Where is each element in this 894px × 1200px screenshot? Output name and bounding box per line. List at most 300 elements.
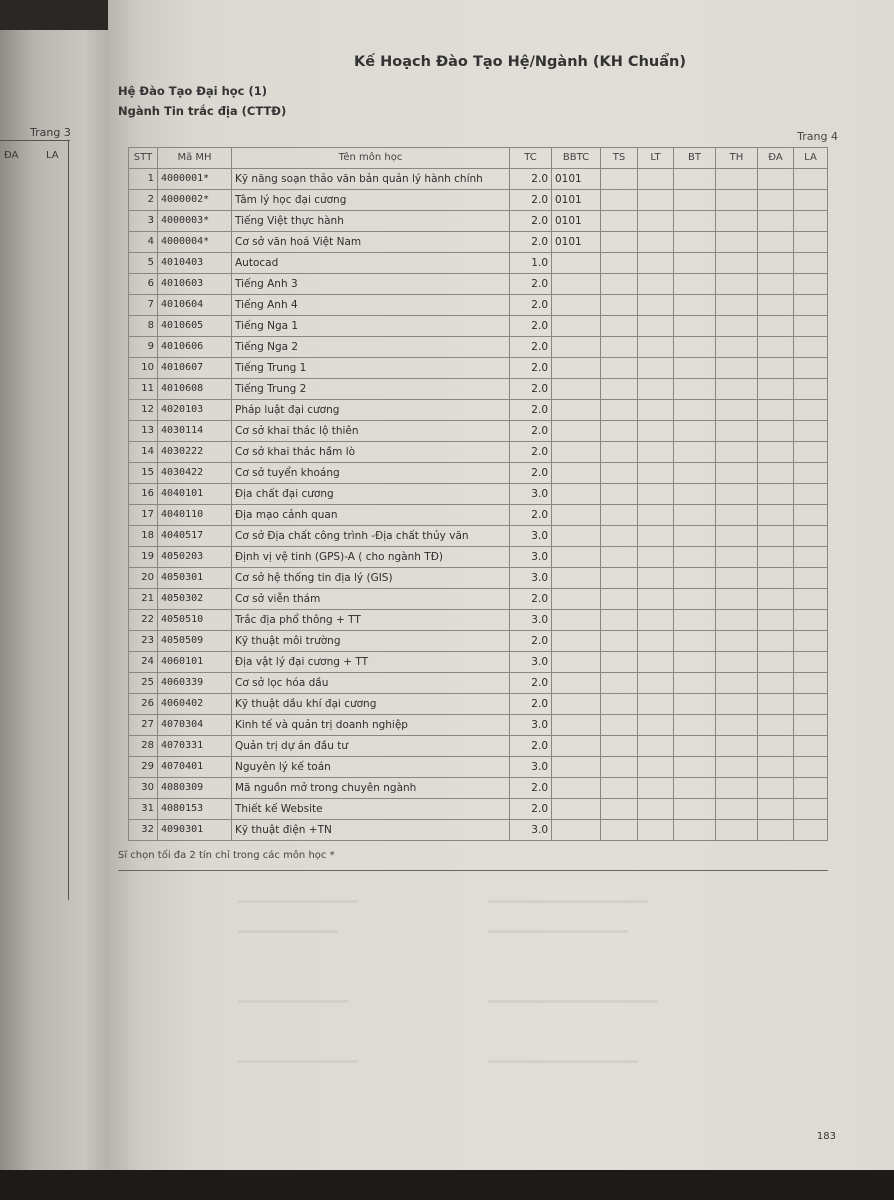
cell-name: Thiết kế Website bbox=[232, 799, 510, 820]
cell-lt bbox=[638, 274, 674, 295]
table-row bbox=[129, 337, 828, 358]
cell-ts bbox=[601, 337, 638, 358]
cell-lt bbox=[638, 820, 674, 841]
cell-stt: 25 bbox=[129, 673, 158, 694]
cell-lt bbox=[638, 652, 674, 673]
cell-stt: 12 bbox=[129, 400, 158, 421]
previous-page-label: Trang 3 bbox=[30, 126, 71, 139]
cell-lt bbox=[638, 463, 674, 484]
cell-la bbox=[794, 799, 828, 820]
cell-tc: 3.0 bbox=[510, 715, 552, 736]
cell-bbtc bbox=[552, 295, 601, 316]
cell-ts bbox=[601, 274, 638, 295]
cell-ts bbox=[601, 505, 638, 526]
cell-bt bbox=[674, 169, 716, 190]
table-row bbox=[129, 694, 828, 715]
cell-stt: 29 bbox=[129, 757, 158, 778]
cell-la bbox=[794, 316, 828, 337]
cell-name: Kỹ thuật môi trường bbox=[232, 631, 510, 652]
cell-bt bbox=[674, 484, 716, 505]
cell-la bbox=[794, 820, 828, 841]
cell-la bbox=[794, 505, 828, 526]
cell-code: 4070304 bbox=[158, 715, 232, 736]
cell-name: Địa mạo cảnh quan bbox=[232, 505, 510, 526]
cell-bbtc bbox=[552, 547, 601, 568]
cell-bbtc: 0101 bbox=[552, 169, 601, 190]
cell-lt bbox=[638, 442, 674, 463]
footnote-rule bbox=[118, 870, 828, 871]
cell-stt: 26 bbox=[129, 694, 158, 715]
cell-la bbox=[794, 715, 828, 736]
cell-name: Tiếng Việt thực hành bbox=[232, 211, 510, 232]
cell-ts bbox=[601, 547, 638, 568]
cell-stt: 13 bbox=[129, 421, 158, 442]
cell-name: Tiếng Trung 2 bbox=[232, 379, 510, 400]
cell-tc: 2.0 bbox=[510, 379, 552, 400]
cell-name: Cơ sở hệ thống tin địa lý (GIS) bbox=[232, 568, 510, 589]
cell-da bbox=[758, 232, 794, 253]
cell-da bbox=[758, 316, 794, 337]
cell-lt bbox=[638, 211, 674, 232]
cell-bt bbox=[674, 757, 716, 778]
cell-name: Cơ sở tuyển khoáng bbox=[232, 463, 510, 484]
cell-la bbox=[794, 421, 828, 442]
cell-stt: 7 bbox=[129, 295, 158, 316]
cell-ts bbox=[601, 694, 638, 715]
cell-bt bbox=[674, 715, 716, 736]
cell-la bbox=[794, 673, 828, 694]
table-row bbox=[129, 274, 828, 295]
cell-ts bbox=[601, 211, 638, 232]
cell-th bbox=[716, 232, 758, 253]
cell-da bbox=[758, 211, 794, 232]
cell-bt bbox=[674, 358, 716, 379]
cell-bbtc bbox=[552, 589, 601, 610]
bleed-through-mark bbox=[488, 900, 648, 903]
cell-bbtc bbox=[552, 274, 601, 295]
cell-code: 4090301 bbox=[158, 820, 232, 841]
cell-tc: 2.0 bbox=[510, 442, 552, 463]
cell-ts bbox=[601, 799, 638, 820]
cell-th bbox=[716, 736, 758, 757]
cell-bt bbox=[674, 610, 716, 631]
cell-bt bbox=[674, 631, 716, 652]
cell-la bbox=[794, 295, 828, 316]
cell-ts bbox=[601, 295, 638, 316]
cell-tc: 3.0 bbox=[510, 484, 552, 505]
bleed-through-mark bbox=[238, 930, 338, 933]
cell-lt bbox=[638, 715, 674, 736]
bleed-through-mark bbox=[238, 1000, 348, 1003]
cell-bt bbox=[674, 379, 716, 400]
cell-lt bbox=[638, 694, 674, 715]
cell-da bbox=[758, 799, 794, 820]
cell-code: 4010606 bbox=[158, 337, 232, 358]
cell-code: 4080153 bbox=[158, 799, 232, 820]
cell-ts bbox=[601, 568, 638, 589]
cell-stt: 24 bbox=[129, 652, 158, 673]
cell-ts bbox=[601, 442, 638, 463]
header-lt: LT bbox=[638, 148, 674, 169]
cell-name: Cơ sở khai thác lộ thiên bbox=[232, 421, 510, 442]
cell-code: 4030114 bbox=[158, 421, 232, 442]
cell-ts bbox=[601, 589, 638, 610]
cell-la bbox=[794, 631, 828, 652]
header-th: TH bbox=[716, 148, 758, 169]
cell-da bbox=[758, 190, 794, 211]
cell-stt: 11 bbox=[129, 379, 158, 400]
cell-bt bbox=[674, 295, 716, 316]
cell-lt bbox=[638, 778, 674, 799]
cell-name: Autocad bbox=[232, 253, 510, 274]
cell-bt bbox=[674, 589, 716, 610]
cell-th bbox=[716, 253, 758, 274]
cell-la bbox=[794, 400, 828, 421]
cell-lt bbox=[638, 610, 674, 631]
cell-la bbox=[794, 274, 828, 295]
table-row bbox=[129, 463, 828, 484]
cell-ts bbox=[601, 652, 638, 673]
course-table-body bbox=[129, 169, 828, 841]
cell-th bbox=[716, 442, 758, 463]
cell-th bbox=[716, 568, 758, 589]
cell-stt: 1 bbox=[129, 169, 158, 190]
cell-tc: 2.0 bbox=[510, 232, 552, 253]
cell-th bbox=[716, 169, 758, 190]
cell-da bbox=[758, 652, 794, 673]
cell-ts bbox=[601, 358, 638, 379]
table-row bbox=[129, 673, 828, 694]
cell-da bbox=[758, 421, 794, 442]
cell-bt bbox=[674, 211, 716, 232]
cell-lt bbox=[638, 421, 674, 442]
cell-la bbox=[794, 190, 828, 211]
table-row bbox=[129, 799, 828, 820]
cell-la bbox=[794, 379, 828, 400]
table-row bbox=[129, 295, 828, 316]
cell-bbtc bbox=[552, 820, 601, 841]
cell-ts bbox=[601, 526, 638, 547]
cell-bt bbox=[674, 421, 716, 442]
cell-lt bbox=[638, 232, 674, 253]
cell-tc: 2.0 bbox=[510, 631, 552, 652]
cell-da bbox=[758, 820, 794, 841]
cell-bbtc bbox=[552, 505, 601, 526]
cell-code: 4000001* bbox=[158, 169, 232, 190]
cell-bbtc bbox=[552, 442, 601, 463]
cell-bt bbox=[674, 253, 716, 274]
cell-la bbox=[794, 169, 828, 190]
cell-la bbox=[794, 694, 828, 715]
cell-ts bbox=[601, 610, 638, 631]
header-da: ĐA bbox=[758, 148, 794, 169]
cell-code: 4070331 bbox=[158, 736, 232, 757]
table-row bbox=[129, 610, 828, 631]
cell-lt bbox=[638, 484, 674, 505]
cell-name: Cơ sở văn hoá Việt Nam bbox=[232, 232, 510, 253]
cell-tc: 3.0 bbox=[510, 610, 552, 631]
cell-bbtc: 0101 bbox=[552, 211, 601, 232]
header-bbtc: BBTC bbox=[552, 148, 601, 169]
cell-bt bbox=[674, 232, 716, 253]
cell-lt bbox=[638, 673, 674, 694]
bleed-through-mark bbox=[238, 1060, 358, 1063]
cell-th bbox=[716, 673, 758, 694]
cell-tc: 2.0 bbox=[510, 799, 552, 820]
cell-bt bbox=[674, 463, 716, 484]
cell-ts bbox=[601, 757, 638, 778]
cell-name: Trắc địa phổ thông + TT bbox=[232, 610, 510, 631]
cell-ts bbox=[601, 232, 638, 253]
cell-bt bbox=[674, 778, 716, 799]
cell-code: 4060339 bbox=[158, 673, 232, 694]
cell-code: 4050509 bbox=[158, 631, 232, 652]
cell-bt bbox=[674, 736, 716, 757]
cell-bbtc bbox=[552, 253, 601, 274]
cell-bt bbox=[674, 190, 716, 211]
cell-bbtc bbox=[552, 610, 601, 631]
cell-stt: 16 bbox=[129, 484, 158, 505]
cell-bt bbox=[674, 505, 716, 526]
cell-stt: 5 bbox=[129, 253, 158, 274]
cell-stt: 32 bbox=[129, 820, 158, 841]
cell-da bbox=[758, 379, 794, 400]
cell-da bbox=[758, 526, 794, 547]
cell-name: Định vị vệ tinh (GPS)-A ( cho ngành TĐ) bbox=[232, 547, 510, 568]
table-row bbox=[129, 715, 828, 736]
header-tc: TC bbox=[510, 148, 552, 169]
cell-lt bbox=[638, 799, 674, 820]
page-label: Trang 4 bbox=[797, 130, 838, 143]
table-row bbox=[129, 421, 828, 442]
cell-tc: 3.0 bbox=[510, 547, 552, 568]
cell-la bbox=[794, 253, 828, 274]
cell-ts bbox=[601, 736, 638, 757]
cell-lt bbox=[638, 358, 674, 379]
cell-th bbox=[716, 547, 758, 568]
cell-name: Địa chất đại cương bbox=[232, 484, 510, 505]
previous-page-edge bbox=[0, 30, 120, 1170]
table-row bbox=[129, 442, 828, 463]
cell-tc: 2.0 bbox=[510, 190, 552, 211]
table-row bbox=[129, 589, 828, 610]
previous-page-col-la: LA bbox=[46, 150, 59, 161]
header-stt: STT bbox=[129, 148, 158, 169]
cell-stt: 4 bbox=[129, 232, 158, 253]
bleed-through-mark bbox=[488, 1060, 638, 1063]
cell-ts bbox=[601, 463, 638, 484]
cell-lt bbox=[638, 631, 674, 652]
cell-tc: 2.0 bbox=[510, 673, 552, 694]
cell-bbtc bbox=[552, 421, 601, 442]
table-row bbox=[129, 736, 828, 757]
cell-name: Cơ sở lọc hóa dầu bbox=[232, 673, 510, 694]
cell-stt: 30 bbox=[129, 778, 158, 799]
table-row bbox=[129, 820, 828, 841]
cell-th bbox=[716, 505, 758, 526]
cell-stt: 31 bbox=[129, 799, 158, 820]
cell-code: 4010608 bbox=[158, 379, 232, 400]
cell-code: 4070401 bbox=[158, 757, 232, 778]
cell-code: 4010605 bbox=[158, 316, 232, 337]
cell-da bbox=[758, 757, 794, 778]
cell-tc: 2.0 bbox=[510, 316, 552, 337]
cell-bbtc bbox=[552, 736, 601, 757]
cell-lt bbox=[638, 547, 674, 568]
cell-bt bbox=[674, 274, 716, 295]
course-table bbox=[128, 147, 828, 841]
cell-name: Địa vật lý đại cương + TT bbox=[232, 652, 510, 673]
cell-th bbox=[716, 715, 758, 736]
cell-la bbox=[794, 610, 828, 631]
cell-tc: 3.0 bbox=[510, 568, 552, 589]
cell-bbtc bbox=[552, 778, 601, 799]
major-line: Ngành Tin trắc địa (CTTĐ) bbox=[118, 104, 287, 118]
cell-lt bbox=[638, 253, 674, 274]
cell-bbtc bbox=[552, 694, 601, 715]
cell-name: Kỹ năng soạn thảo văn bản quản lý hành chính bbox=[232, 169, 510, 190]
cell-code: 4080309 bbox=[158, 778, 232, 799]
table-row bbox=[129, 526, 828, 547]
document-title: Kế Hoạch Đào Tạo Hệ/Ngành (KH Chuẩn) bbox=[354, 54, 686, 70]
cell-tc: 2.0 bbox=[510, 463, 552, 484]
cell-lt bbox=[638, 169, 674, 190]
header-la: LA bbox=[794, 148, 828, 169]
cell-lt bbox=[638, 736, 674, 757]
training-system-line: Hệ Đào Tạo Đại học (1) bbox=[118, 84, 268, 98]
cell-th bbox=[716, 379, 758, 400]
cell-bt bbox=[674, 694, 716, 715]
cell-th bbox=[716, 463, 758, 484]
cell-code: 4030222 bbox=[158, 442, 232, 463]
cell-bt bbox=[674, 799, 716, 820]
table-row bbox=[129, 484, 828, 505]
cell-bbtc bbox=[552, 484, 601, 505]
cell-bbtc bbox=[552, 799, 601, 820]
cell-th bbox=[716, 421, 758, 442]
cell-bt bbox=[674, 547, 716, 568]
cell-th bbox=[716, 190, 758, 211]
cell-bbtc: 0101 bbox=[552, 190, 601, 211]
cell-stt: 9 bbox=[129, 337, 158, 358]
table-row bbox=[129, 379, 828, 400]
cell-name: Kinh tế và quản trị doanh nghiệp bbox=[232, 715, 510, 736]
cell-stt: 23 bbox=[129, 631, 158, 652]
cell-th bbox=[716, 610, 758, 631]
cell-code: 4050302 bbox=[158, 589, 232, 610]
cell-bbtc bbox=[552, 379, 601, 400]
cell-da bbox=[758, 358, 794, 379]
table-header-row bbox=[129, 148, 828, 169]
cell-la bbox=[794, 211, 828, 232]
cell-name: Tâm lý học đại cương bbox=[232, 190, 510, 211]
cell-bbtc: 0101 bbox=[552, 232, 601, 253]
cell-bbtc bbox=[552, 568, 601, 589]
previous-page-rule bbox=[0, 140, 70, 141]
cell-th bbox=[716, 652, 758, 673]
cell-da bbox=[758, 778, 794, 799]
cell-code: 4050510 bbox=[158, 610, 232, 631]
table-row bbox=[129, 169, 828, 190]
cell-tc: 2.0 bbox=[510, 505, 552, 526]
cell-lt bbox=[638, 526, 674, 547]
cell-code: 4060101 bbox=[158, 652, 232, 673]
cell-th bbox=[716, 337, 758, 358]
cell-tc: 3.0 bbox=[510, 820, 552, 841]
cell-tc: 3.0 bbox=[510, 757, 552, 778]
cell-tc: 3.0 bbox=[510, 526, 552, 547]
cell-code: 4020103 bbox=[158, 400, 232, 421]
cell-la bbox=[794, 232, 828, 253]
cell-code: 4000003* bbox=[158, 211, 232, 232]
cell-code: 4060402 bbox=[158, 694, 232, 715]
cell-bbtc bbox=[552, 400, 601, 421]
cell-da bbox=[758, 295, 794, 316]
cell-ts bbox=[601, 484, 638, 505]
cell-stt: 6 bbox=[129, 274, 158, 295]
cell-code: 4040101 bbox=[158, 484, 232, 505]
cell-stt: 15 bbox=[129, 463, 158, 484]
cell-la bbox=[794, 526, 828, 547]
cell-ts bbox=[601, 316, 638, 337]
cell-ts bbox=[601, 400, 638, 421]
cell-tc: 1.0 bbox=[510, 253, 552, 274]
cell-code: 4000004* bbox=[158, 232, 232, 253]
bleed-through-mark bbox=[488, 1000, 658, 1003]
cell-la bbox=[794, 547, 828, 568]
table-row bbox=[129, 547, 828, 568]
table-row bbox=[129, 400, 828, 421]
cell-th bbox=[716, 358, 758, 379]
cell-ts bbox=[601, 820, 638, 841]
cell-bt bbox=[674, 316, 716, 337]
document-page bbox=[108, 0, 894, 1170]
cell-name: Nguyên lý kế toán bbox=[232, 757, 510, 778]
header-code: Mã MH bbox=[158, 148, 232, 169]
cell-da bbox=[758, 673, 794, 694]
cell-name: Mã nguồn mở trong chuyên ngành bbox=[232, 778, 510, 799]
cell-th bbox=[716, 820, 758, 841]
table-row bbox=[129, 211, 828, 232]
cell-stt: 19 bbox=[129, 547, 158, 568]
cell-lt bbox=[638, 379, 674, 400]
cell-th bbox=[716, 211, 758, 232]
cell-tc: 2.0 bbox=[510, 358, 552, 379]
cell-tc: 2.0 bbox=[510, 421, 552, 442]
cell-th bbox=[716, 274, 758, 295]
cell-tc: 2.0 bbox=[510, 400, 552, 421]
table-row bbox=[129, 316, 828, 337]
cell-da bbox=[758, 610, 794, 631]
cell-la bbox=[794, 736, 828, 757]
cell-name: Tiếng Anh 3 bbox=[232, 274, 510, 295]
cell-da bbox=[758, 547, 794, 568]
cell-la bbox=[794, 652, 828, 673]
cell-da bbox=[758, 715, 794, 736]
table-row bbox=[129, 652, 828, 673]
cell-bt bbox=[674, 442, 716, 463]
cell-tc: 2.0 bbox=[510, 169, 552, 190]
header-name: Tên môn học bbox=[232, 148, 510, 169]
cell-th bbox=[716, 484, 758, 505]
cell-name: Quản trị dự án đầu tư bbox=[232, 736, 510, 757]
cell-lt bbox=[638, 505, 674, 526]
table-row bbox=[129, 253, 828, 274]
cell-ts bbox=[601, 190, 638, 211]
cell-bbtc bbox=[552, 673, 601, 694]
cell-tc: 2.0 bbox=[510, 736, 552, 757]
cell-da bbox=[758, 253, 794, 274]
